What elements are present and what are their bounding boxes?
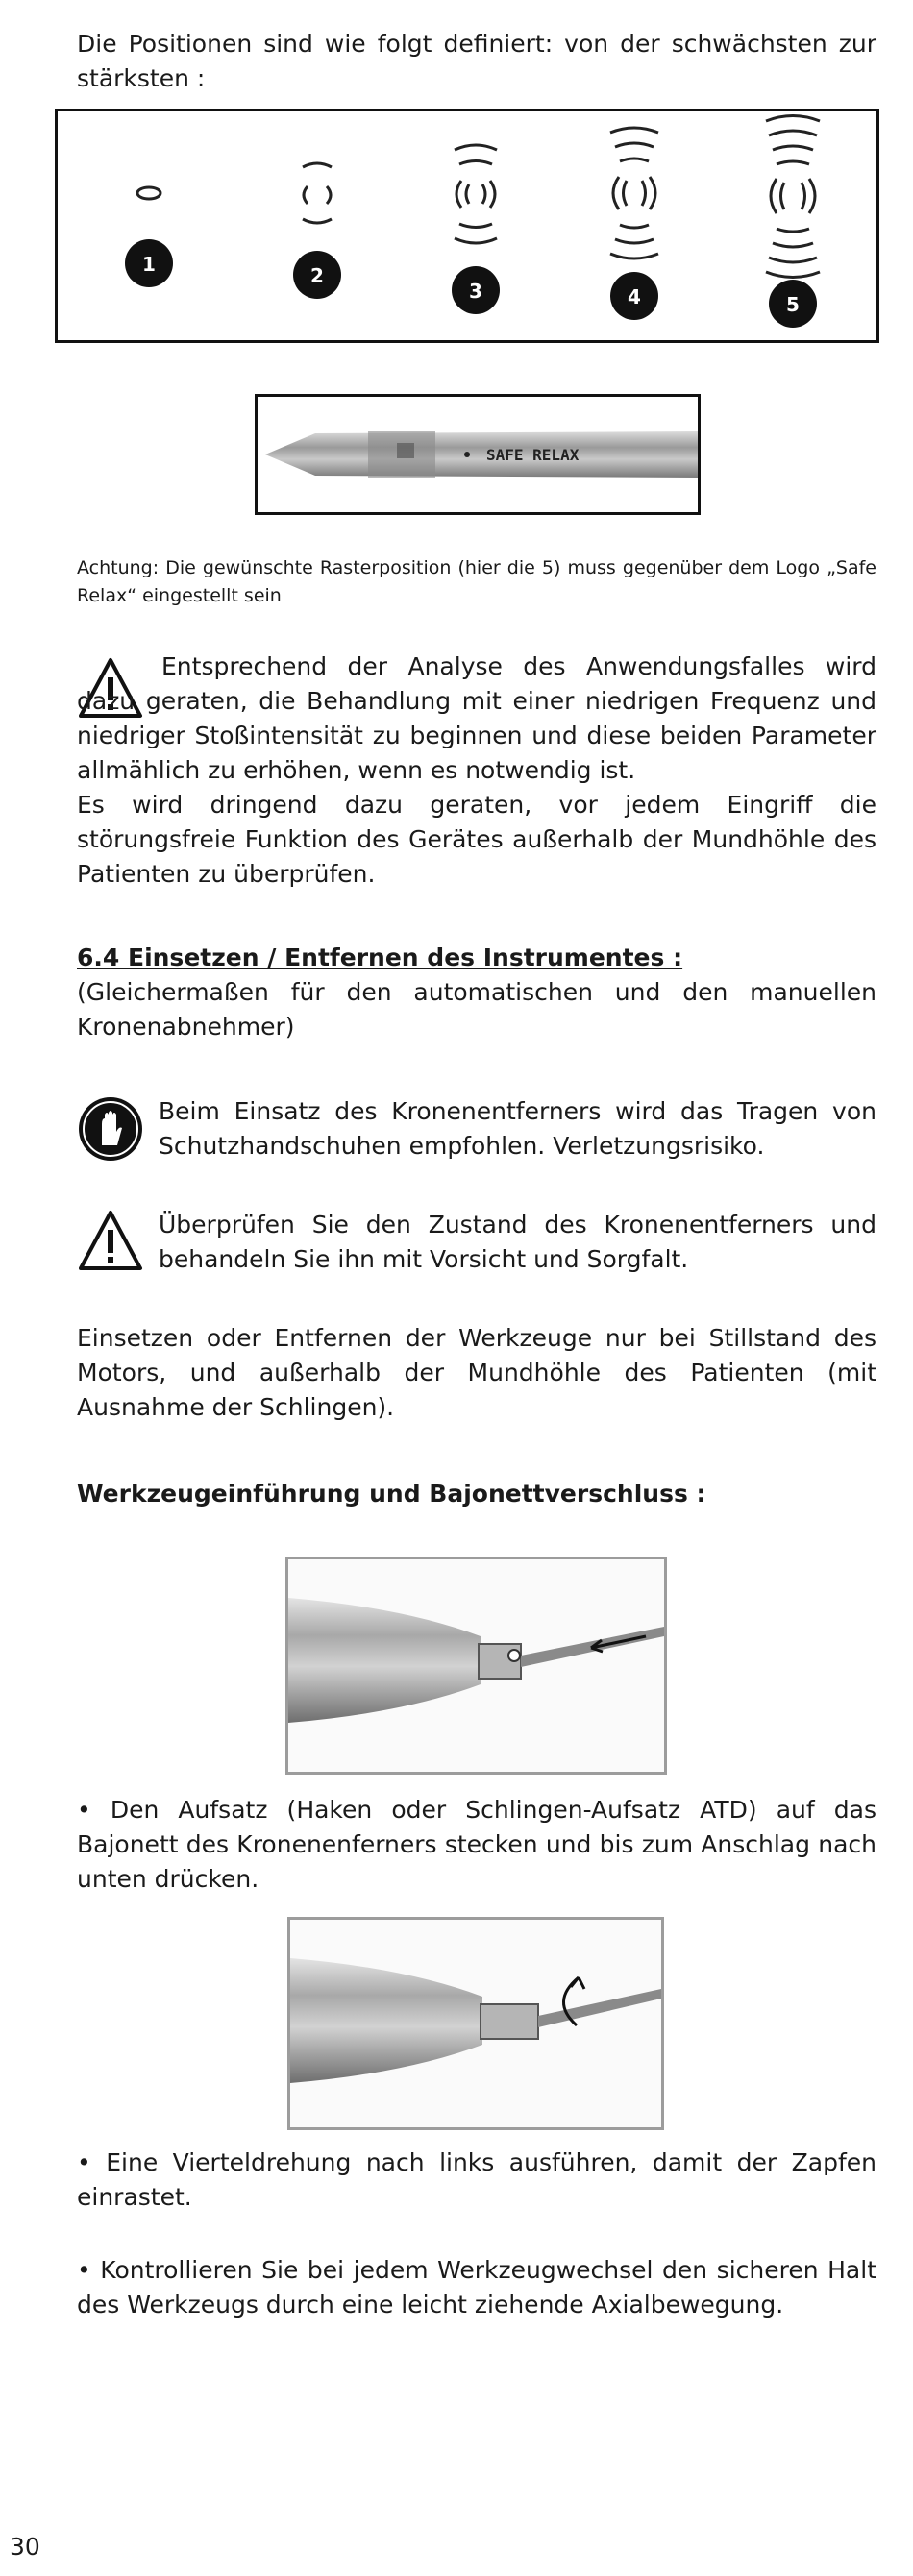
handpiece-illustration xyxy=(258,397,698,512)
step-2: • Eine Vierteldrehung nach links ausführen, damit der Zapfen einrastet. xyxy=(77,2148,876,2211)
warning-text: Entsprechend der Analyse des Anwendungsfalles wird dazu geraten, die Behandlung mit einer niedrigen Frequenz und niedriger Stoßintensität zu beginnen und diese beiden Parameter allmählich zu erhöhen, wenn es notwendig ist. xyxy=(77,652,876,784)
position-marker-3 xyxy=(452,266,500,314)
position-label: 5 xyxy=(786,293,800,316)
positions-illustration xyxy=(58,111,876,340)
logo-text: SAFE RELAX xyxy=(486,446,580,464)
wave-group-3 xyxy=(455,145,497,243)
step-1: • Den Aufsatz (Haken oder Schlingen-Aufsatz ATD) auf das Bajonett des Kronenenferners stecken und bis zum Anschlag nach unten drücken. xyxy=(77,1796,876,1893)
warning-icon xyxy=(77,1209,144,1276)
tool-change-text: Einsetzen oder Entfernen der Werkzeuge nur bei Stillstand des Motors, und außerhalb der Mundhöhle des Patienten (mit Ausnahme der Schlingen). xyxy=(77,1324,876,1421)
positions-figure xyxy=(55,109,879,343)
section-heading: 6.4 Einsetzen / Entfernen des Instrumentes : xyxy=(77,944,683,971)
position-label: 1 xyxy=(142,253,156,276)
position-marker-1 xyxy=(125,239,173,287)
position-marker-2 xyxy=(293,251,341,299)
caution-note: Achtung: Die gewünschte Rasterposition (hier die 5) muss gegenüber dem Logo „Safe Relax“ eingestellt sein xyxy=(77,557,876,606)
warning-continuation: Es wird dringend dazu geraten, vor jedem Eingriff die störungsfreie Funktion des Gerätes außerhalb der Mundhöhle des Patienten zu überprüfen. xyxy=(77,791,876,888)
wave-group-4 xyxy=(610,128,658,258)
handpiece-figure xyxy=(255,394,701,515)
rotate-tool-figure xyxy=(287,1917,664,2130)
position-label: 4 xyxy=(628,285,641,308)
section-subtitle: (Gleichermaßen für den automatischen und den manuellen Kronenabnehmer) xyxy=(77,978,876,1041)
intro-text: Die Positionen sind wie folgt definiert: von der schwächsten zur stärksten : xyxy=(77,30,876,92)
gloves-note: Beim Einsatz des Kronenentferners wird das Tragen von Schutzhandschuhen empfohlen. Verletzungsrisiko. xyxy=(159,1097,876,1160)
position-marker-4 xyxy=(610,272,658,320)
bayonet-subheading: Werkzeugeinführung und Bajonettverschluss : xyxy=(77,1480,706,1508)
position-label: 2 xyxy=(310,264,324,287)
position-marker-5 xyxy=(769,280,817,328)
wave-group-2 xyxy=(303,163,332,223)
gloves-icon xyxy=(77,1095,144,1166)
position-label: 3 xyxy=(469,280,482,303)
step-3: • Kontrollieren Sie bei jedem Werkzeugwechsel den sicheren Halt des Werkzeugs durch eine leicht ziehende Axialbewegung. xyxy=(77,2256,876,2318)
page-number: 30 xyxy=(10,2533,40,2561)
check-note: Überprüfen Sie den Zustand des Kronenentferners und behandeln Sie ihn mit Vorsicht und Sorgfalt. xyxy=(159,1211,876,1273)
insert-tool-figure xyxy=(285,1557,667,1775)
wave-group-1 xyxy=(137,187,160,199)
wave-group-5 xyxy=(766,116,820,278)
